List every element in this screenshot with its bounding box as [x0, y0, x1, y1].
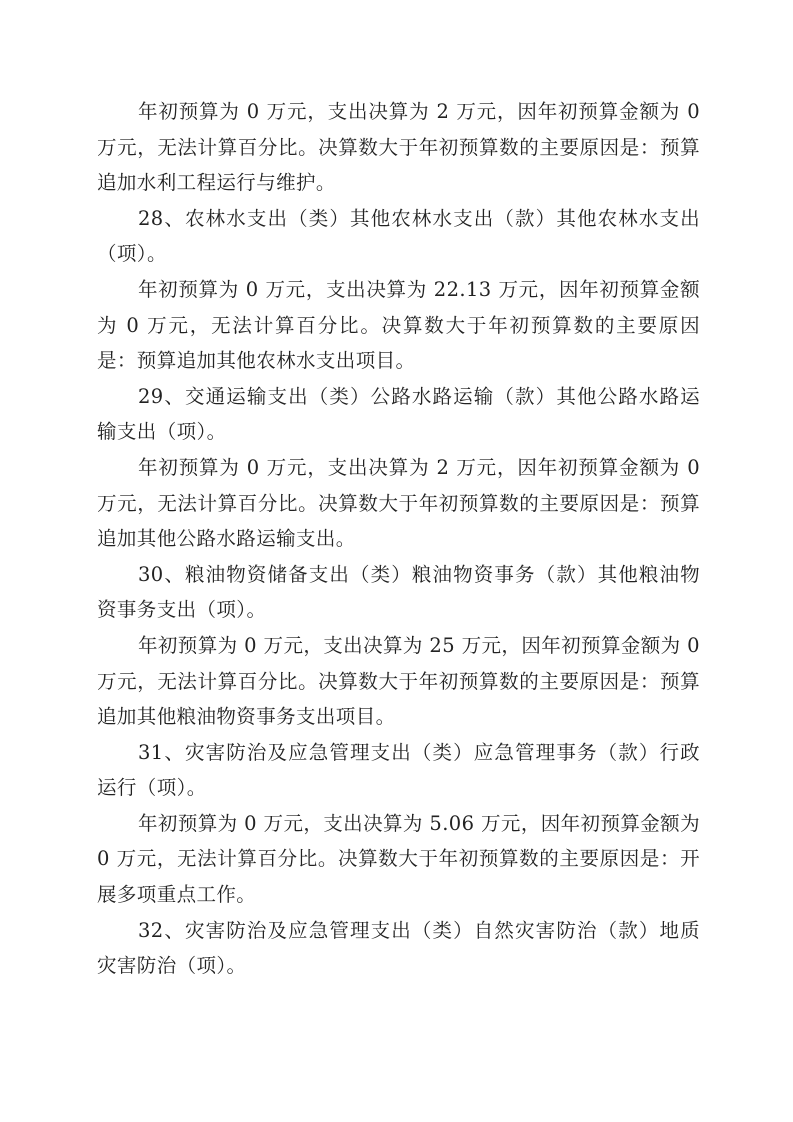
heading-item-29: 29、交通运输支出（类）公路水路运输（款）其他公路水路运输支出（项）。 — [97, 384, 700, 444]
paragraph-budget-item-30: 年初预算为 0 万元，支出决算为 25 万元，因年初预算金额为 0 万元，无法计算百分比。决算数大于年初预算数的主要原因是：预算追加其他粮油物资事务支出项目。 — [97, 633, 700, 729]
heading-item-31: 31、灾害防治及应急管理支出（类）应急管理事务（款）行政运行（项）。 — [97, 740, 700, 800]
heading-item-28: 28、农林水支出（类）其他农林水支出（款）其他农林水支出（项）。 — [97, 206, 700, 266]
paragraph-budget-item-29: 年初预算为 0 万元，支出决算为 2 万元，因年初预算金额为 0 万元，无法计算百分比。决算数大于年初预算数的主要原因是：预算追加其他公路水路运输支出。 — [97, 455, 700, 551]
paragraph-budget-item-31: 年初预算为 0 万元，支出决算为 5.06 万元，因年初预算金额为 0 万元，无法计算百分比。决算数大于年初预算数的主要原因是：开展多项重点工作。 — [97, 811, 700, 907]
heading-item-32: 32、灾害防治及应急管理支出（类）自然灾害防治（款）地质灾害防治（项）。 — [97, 918, 700, 978]
document-page — [97, 94, 700, 984]
paragraph-budget-item-28: 年初预算为 0 万元，支出决算为 22.13 万元，因年初预算金额为 0 万元，无法计算百分比。决算数大于年初预算数的主要原因是：预算追加其他农林水支出项目。 — [97, 277, 700, 373]
heading-item-30: 30、粮油物资储备支出（类）粮油物资事务（款）其他粮油物资事务支出（项）。 — [97, 562, 700, 622]
paragraph-budget-water-conservancy: 年初预算为 0 万元，支出决算为 2 万元，因年初预算金额为 0 万元，无法计算百分比。决算数大于年初预算数的主要原因是：预算追加水利工程运行与维护。 — [97, 100, 700, 195]
